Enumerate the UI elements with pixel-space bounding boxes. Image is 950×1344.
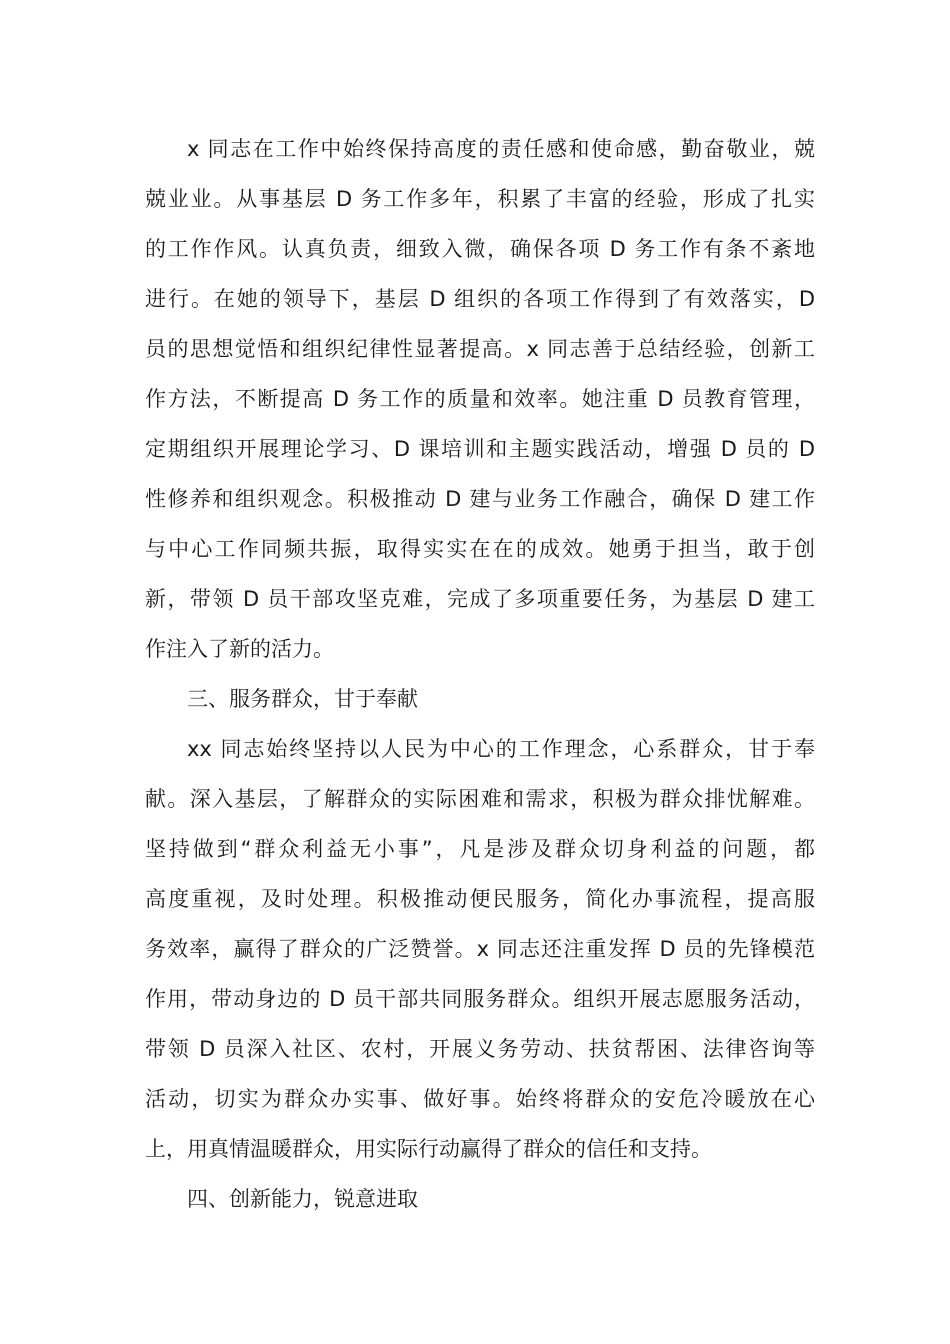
paragraph-2-line: 作用，带动身边的 D 员干部共同服务群众。组织开展志愿服务活动， [145, 987, 815, 1011]
paragraph-1-line: 员的思想觉悟和组织纪律性显著提高。x 同志善于总结经验，创新工 [145, 337, 815, 361]
paragraph-1-line: 作注入了新的活力。 [145, 637, 334, 661]
paragraph-2-line: 献。深入基层，了解群众的实际困难和需求，积极为群众排忧解难。 [145, 787, 815, 811]
paragraph-1-line: 性修养和组织观念。积极推动 D 建与业务工作融合，确保 D 建工作 [145, 487, 815, 511]
paragraph-2-line: 坚持做到“群众利益无小事”，凡是涉及群众切身利益的问题，都 [145, 837, 815, 861]
paragraph-1-line: 定期组织开展理论学习、D 课培训和主题实践活动，增强 D 员的 D [145, 437, 815, 461]
paragraph-2-line: 务效率，赢得了群众的广泛赞誉。x 同志还注重发挥 D 员的先锋模范 [145, 937, 815, 961]
paragraph-1-line: 兢业业。从事基层 D 务工作多年，积累了丰富的经验，形成了扎实 [145, 187, 815, 211]
paragraph-2-line: 高度重视，及时处理。积极推动便民服务，简化办事流程，提高服 [145, 887, 815, 911]
paragraph-2-line: 上，用真情温暖群众，用实际行动赢得了群众的信任和支持。 [145, 1137, 712, 1161]
paragraph-2-line: xx 同志始终坚持以人民为中心的工作理念，心系群众，甘于奉 [187, 737, 815, 761]
document-body [145, 124, 815, 1224]
paragraph-1-line: x 同志在工作中始终保持高度的责任感和使命感，勤奋敬业，兢 [187, 137, 815, 161]
paragraph-1-line: 的工作作风。认真负责，细致入微，确保各项 D 务工作有条不紊地 [145, 237, 815, 261]
paragraph-2-line: 带领 D 员深入社区、农村，开展义务劳动、扶贫帮困、法律咨询等 [145, 1037, 815, 1061]
paragraph-1-line: 新，带领 D 员干部攻坚克难，完成了多项重要任务，为基层 D 建工 [145, 587, 815, 611]
paragraph-1-line: 作方法，不断提高 D 务工作的质量和效率。她注重 D 员教育管理， [145, 387, 815, 411]
paragraph-1-line: 进行。在她的领导下，基层 D 组织的各项工作得到了有效落实，D [145, 287, 815, 311]
section-heading-4: 四、创新能力，锐意进取 [187, 1187, 418, 1211]
paragraph-1-line: 与中心工作同频共振，取得实实在在的成效。她勇于担当，敢于创 [145, 537, 815, 561]
paragraph-2-line: 活动，切实为群众办实事、做好事。始终将群众的安危冷暖放在心 [145, 1087, 815, 1111]
section-heading-3: 三、服务群众，甘于奉献 [187, 687, 418, 711]
